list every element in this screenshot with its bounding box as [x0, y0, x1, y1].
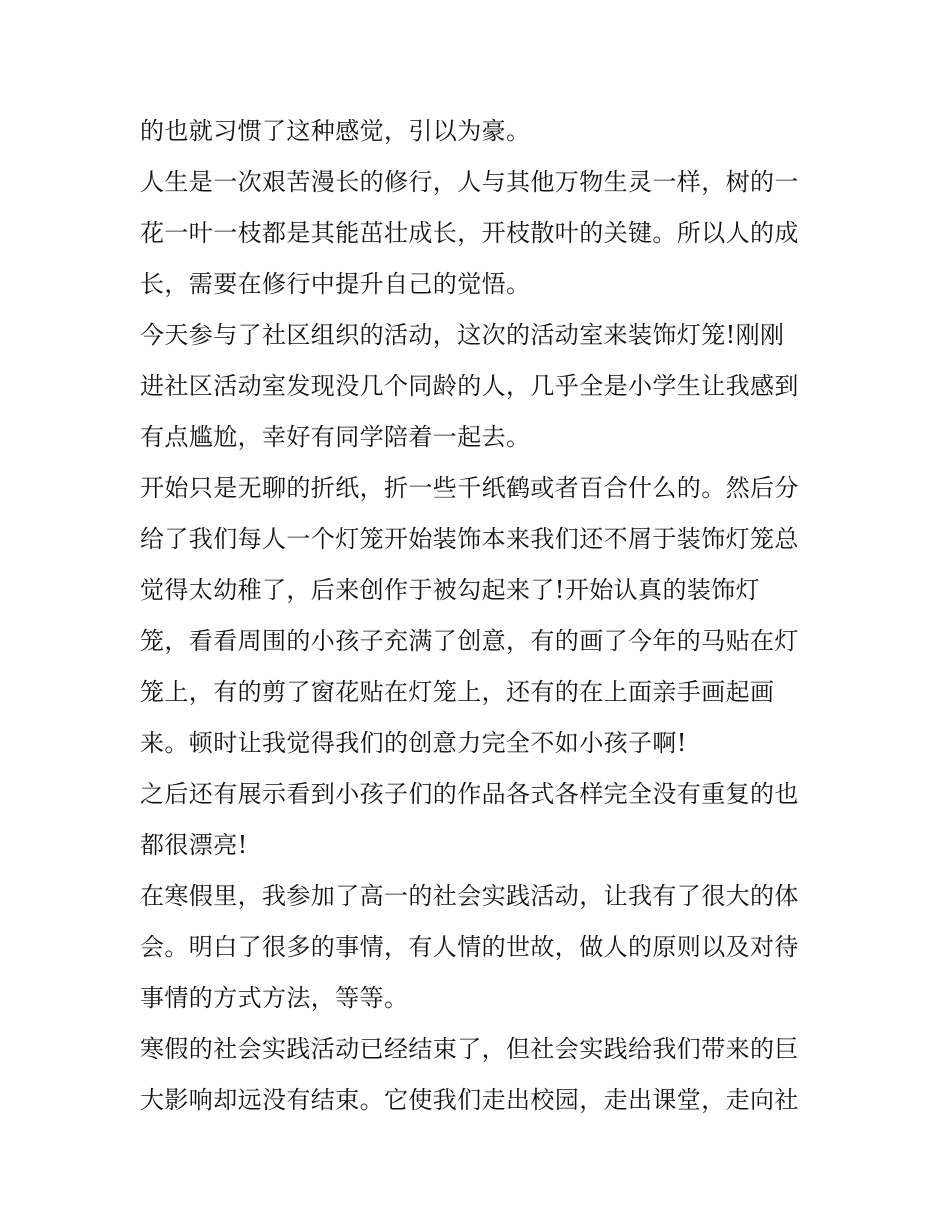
- text-line: 事情的方式方法，等等。: [140, 984, 409, 1012]
- text-line: 的也就习惯了这种感觉，引以为豪。: [140, 117, 531, 145]
- text-line: 进社区活动室发现没几个同龄的人，几乎全是小学生让我感到: [140, 372, 799, 400]
- text-line: 之后还有展示看到小孩子们的作品各式各样完全没有重复的也: [140, 780, 799, 808]
- text-line: 花一叶一枝都是其能茁壮成长，开枝散叶的关键。所以人的成: [140, 219, 799, 247]
- document-body: [140, 106, 816, 1126]
- text-line: 觉得太幼稚了，后来创作于被勾起来了!开始认真的装饰灯: [140, 576, 761, 604]
- text-line: 在寒假里，我参加了高一的社会实践活动，让我有了很大的体: [140, 882, 799, 910]
- text-line: 寒假的社会实践活动已经结束了，但社会实践给我们带来的巨: [140, 1035, 799, 1063]
- text-line: 人生是一次艰苦漫长的修行，人与其他万物生灵一样，树的一: [140, 168, 799, 196]
- text-line: 开始只是无聊的折纸，折一些千纸鹤或者百合什么的。然后分: [140, 474, 799, 502]
- text-line: 都很漂亮!: [140, 831, 248, 859]
- text-line: 来。顿时让我觉得我们的创意力完全不如小孩子啊!: [140, 729, 687, 757]
- text-line: 笼上，有的剪了窗花贴在灯笼上，还有的在上面亲手画起画: [140, 678, 775, 706]
- text-line: 今天参与了社区组织的活动，这次的活动室来装饰灯笼!刚刚: [140, 321, 785, 349]
- text-line: 给了我们每人一个灯笼开始装饰本来我们还不屑于装饰灯笼总: [140, 525, 799, 553]
- text-line: 长，需要在修行中提升自己的觉悟。: [140, 270, 531, 298]
- text-line: 大影响却远没有结束。它使我们走出校园，走出课堂，走向社: [140, 1086, 799, 1114]
- text-line: 会。明白了很多的事情，有人情的世故，做人的原则以及对待: [140, 933, 799, 961]
- text-line: 有点尴尬，幸好有同学陪着一起去。: [140, 423, 531, 451]
- text-line: 笼，看看周围的小孩子充满了创意，有的画了今年的马贴在灯: [140, 627, 799, 655]
